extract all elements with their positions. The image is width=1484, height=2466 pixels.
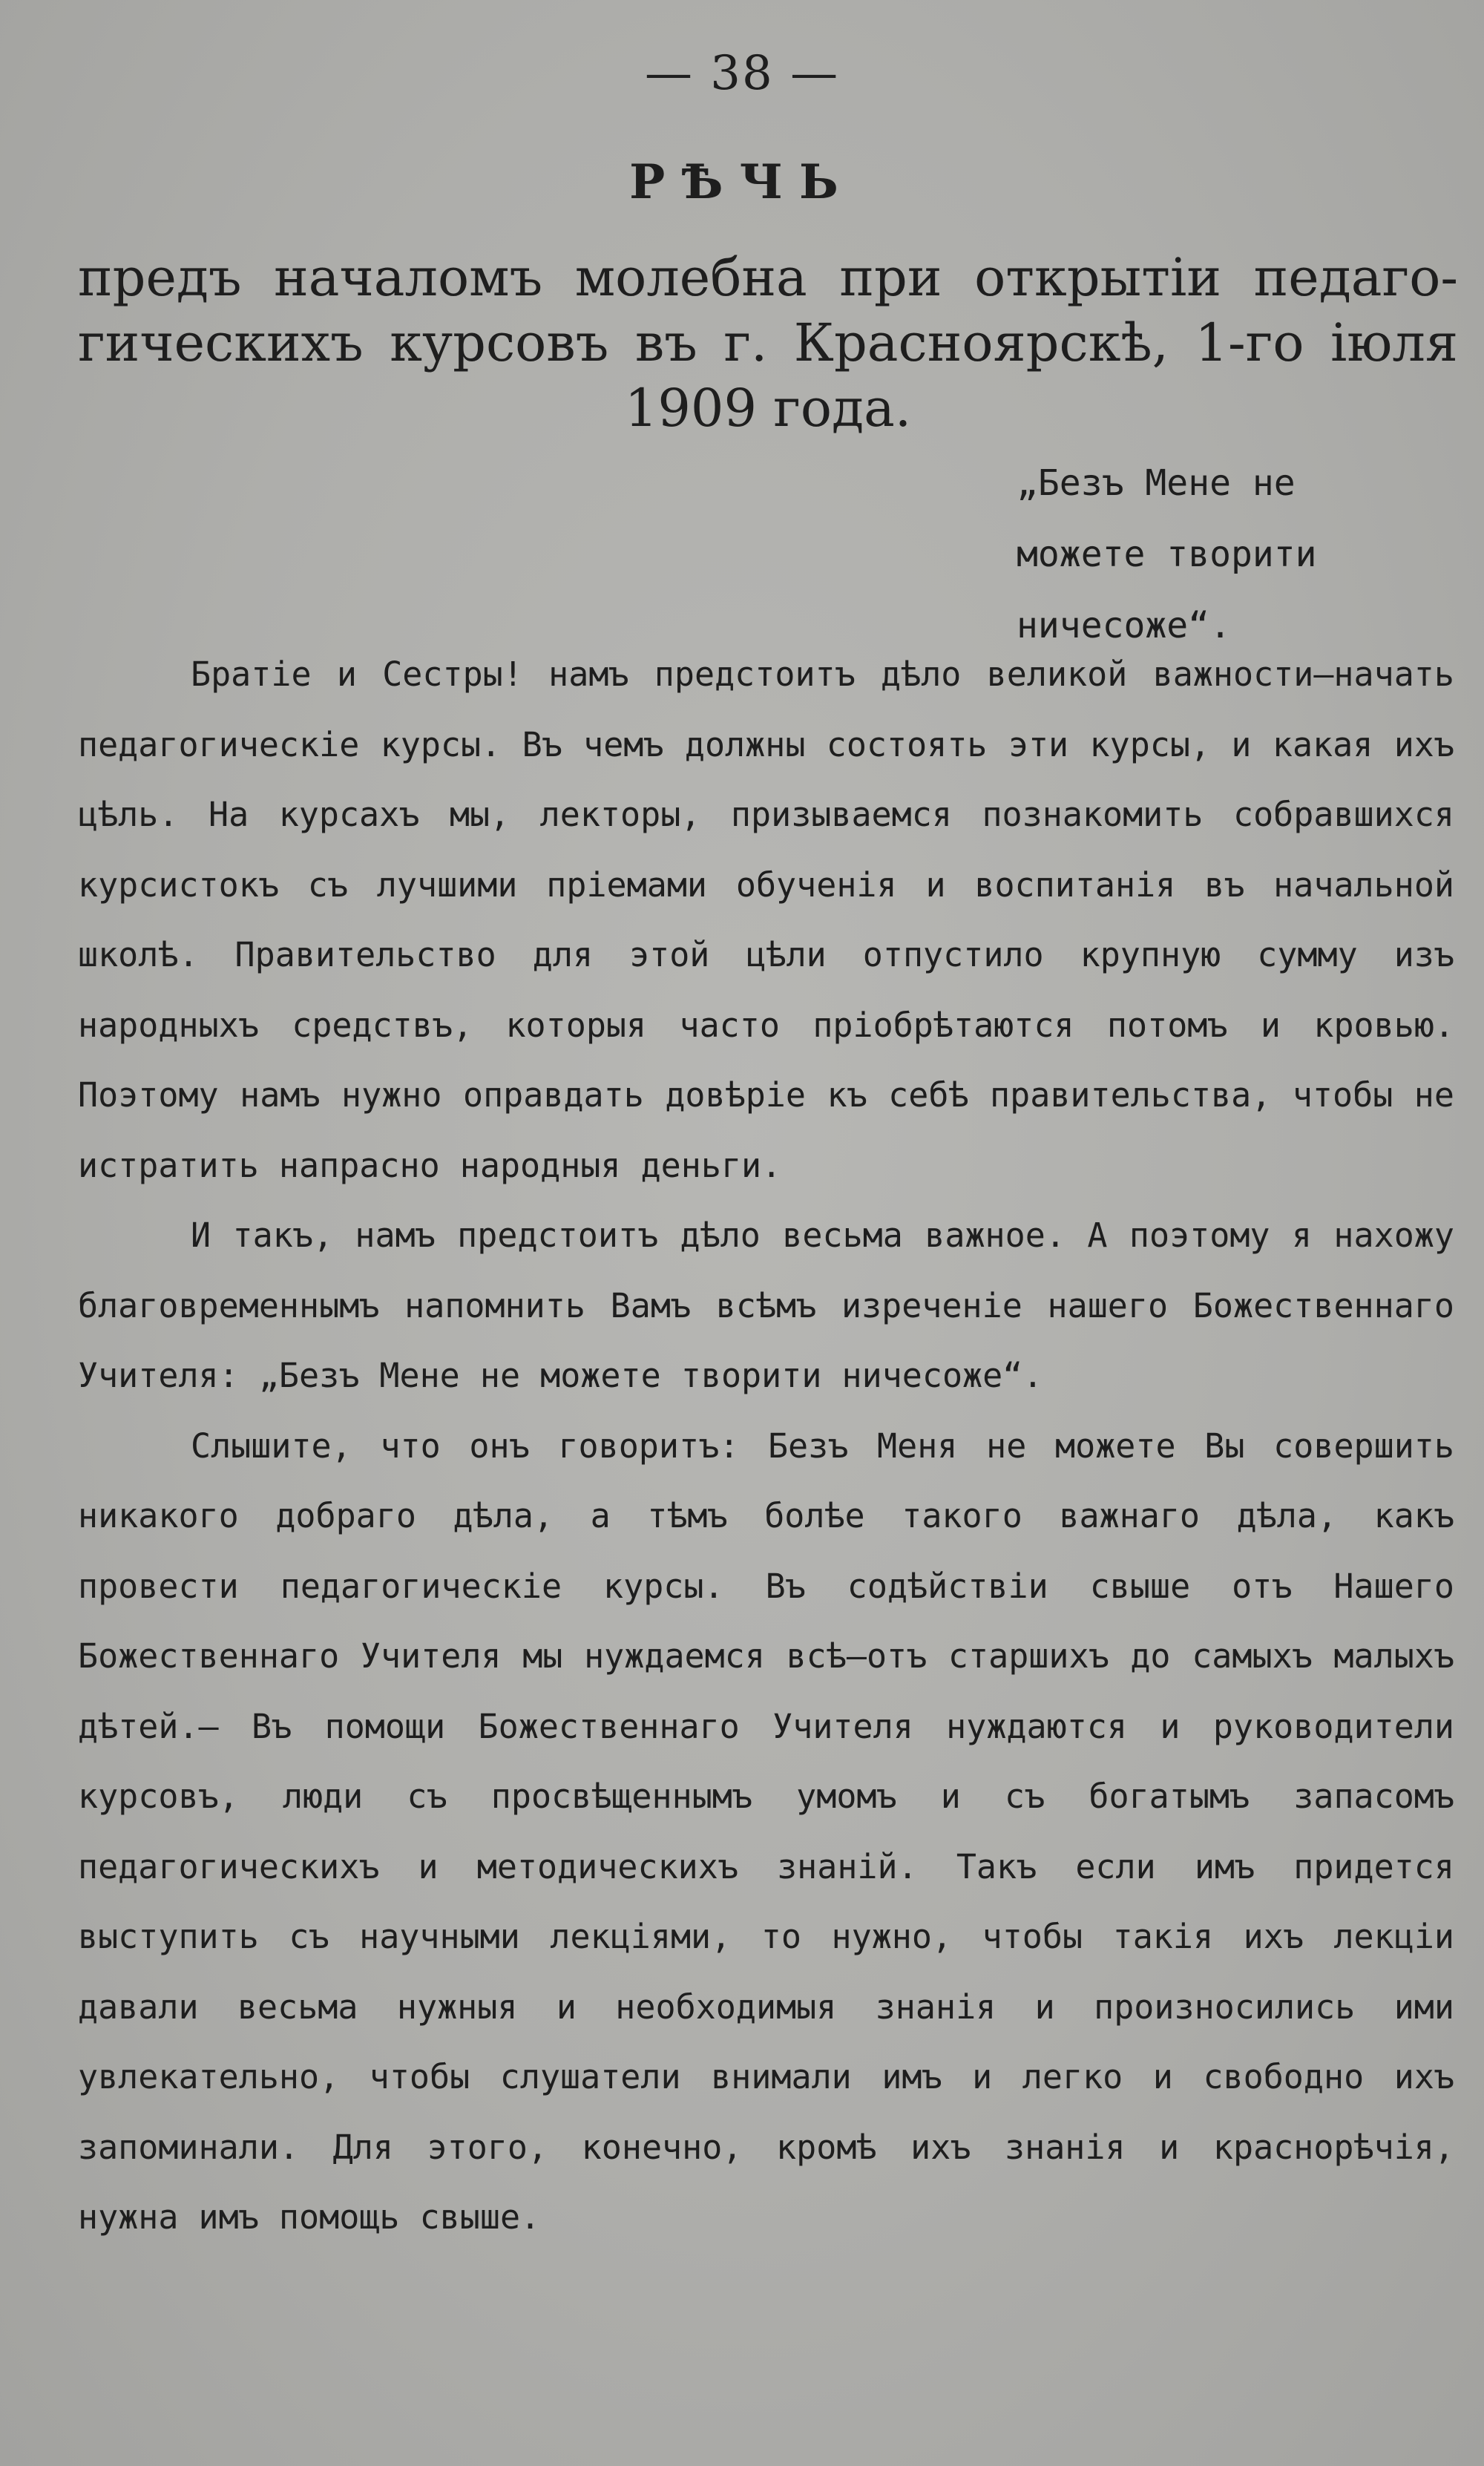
speech-title: РѢЧЬ (629, 154, 855, 210)
page-number: — 38 — (644, 46, 840, 101)
paragraph: Братіе и Сестры! намъ предстоитъ дѣло великой важности—начать педагогическіе курсы. Въ чемъ должны состоять эти курсы, и какая ихъ цѣль. На курсахъ мы, лекторы, призываемся познакомить собравшихся курсистокъ съ лучшими пріемами обученія и воспитанія въ начальной школѣ. Правительство для этой цѣли отпустило крупную сумму изъ народныхъ средствъ, которыя часто пріобрѣтаются потомъ и кровью. Поэтому намъ нужно оправдать довѣріе къ себѣ правительства, чтобы не истратить напрасно народныя деньги. (78, 655, 1454, 1185)
paragraph: И такъ, намъ предстоитъ дѣло весьма важное. А поэтому я нахожу благовременнымъ напомнить Вамъ всѣмъ изреченіе нашего Божественнаго Учителя: „Безъ Мене не можете творити ничесоже“. (78, 1216, 1454, 1395)
paragraph: Слышите, что онъ говоритъ: Безъ Меня не можете Вы совершить никакого добраго дѣла, а тѣмъ болѣе такого важнаго дѣла, какъ провести педагогическіе курсы. Въ содѣйствіи свыше отъ Нашего Божественнаго Учителя мы нуждаемся всѣ—отъ старшихъ до самыхъ малыхъ дѣтей.— Въ помощи Божественнаго Учителя нуждаются и руководители курсовъ, люди съ просвѣщеннымъ умомъ и съ богатымъ запасомъ педагогическихъ и методическихъ знаній. Такъ если имъ придется выступить съ научными лекціями, то нужно, чтобы такія ихъ лекціи давали весьма нужныя и необходимыя знанія и произносились ими увлекательно, чтобы слушатели внимали имъ и легко и свободно ихъ запоминали. Для этого, конечно, кромѣ ихъ знанія и краснорѣчія, нужна имъ помощь свыше. (78, 1426, 1454, 2237)
body-text (78, 640, 1454, 2253)
speech-subtitle: предъ началомъ молебна при открытіи педагогическихъ курсовъ въ г. Красноярскѣ, 1-го іюля 1909 года. (78, 247, 1458, 439)
epigraph: „Безъ Мене не можете творити ничесоже“. (1017, 462, 1317, 646)
